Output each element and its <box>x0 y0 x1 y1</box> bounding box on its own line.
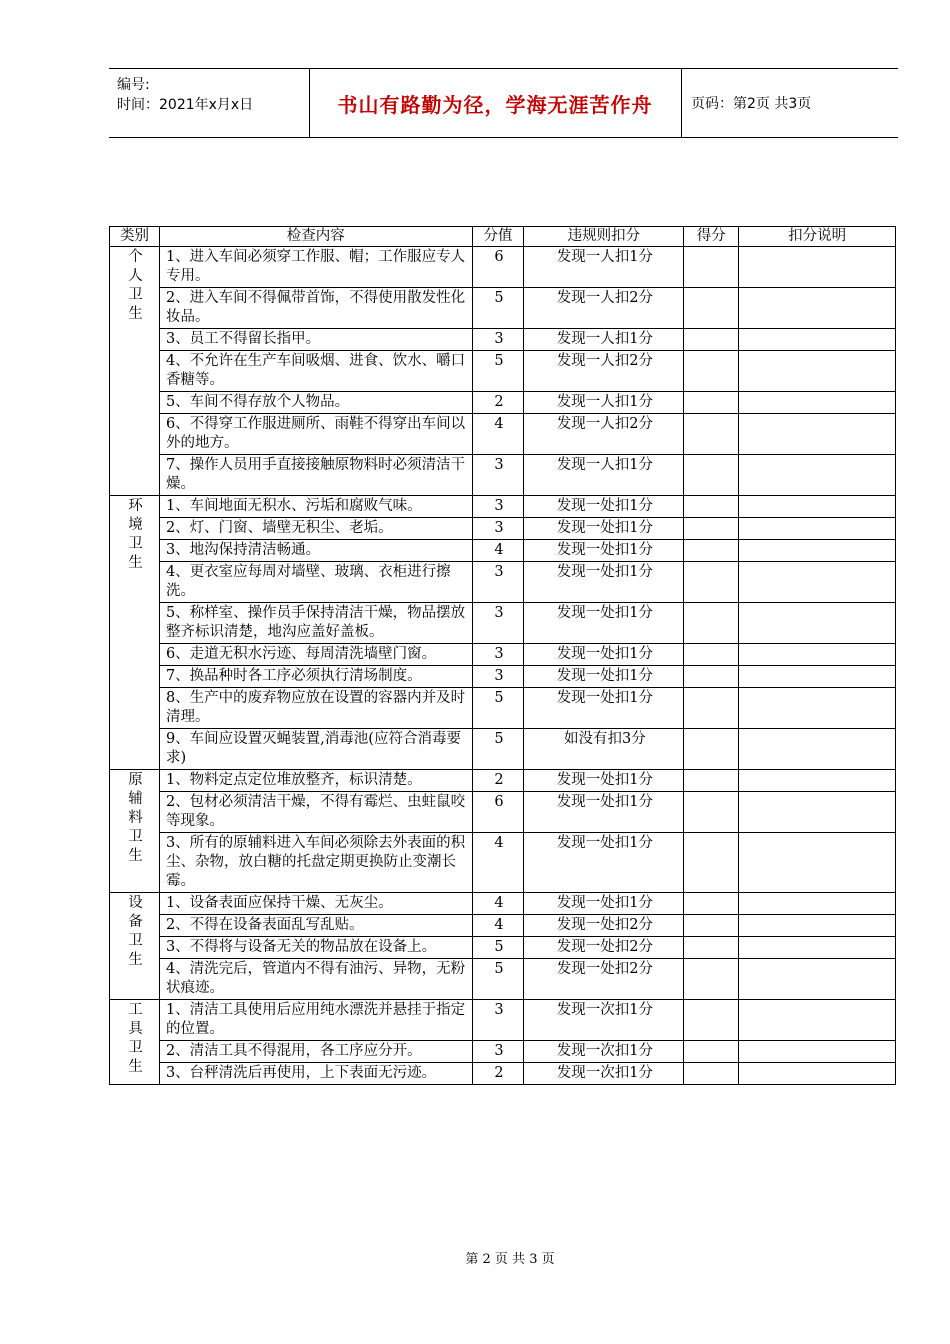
table-body <box>110 247 896 1085</box>
remarks-cell <box>739 937 896 959</box>
result-cell <box>684 666 739 688</box>
content-cell: 1、进入车间必须穿工作服、帽；工作服应专人专用。 <box>159 247 472 288</box>
remarks-cell <box>739 414 896 455</box>
content-cell: 7、换品种时各工序必须执行清场制度。 <box>159 666 472 688</box>
table-row <box>110 937 896 959</box>
table-row <box>110 1063 896 1085</box>
table-row <box>110 1041 896 1063</box>
content-cell: 5、称样室、操作员手保持清洁干燥，物品摆放整齐标识清楚，地沟应盖好盖板。 <box>159 603 472 644</box>
deduction-rule-cell: 发现一次扣1分 <box>524 1000 684 1041</box>
result-cell <box>684 518 739 540</box>
score-cell: 2 <box>472 392 524 414</box>
content-cell: 2、清洁工具不得混用，各工序应分开。 <box>159 1041 472 1063</box>
score-cell: 3 <box>472 518 524 540</box>
remarks-cell <box>739 770 896 792</box>
result-cell <box>684 329 739 351</box>
score-cell: 4 <box>472 893 524 915</box>
score-cell: 5 <box>472 688 524 729</box>
result-cell <box>684 414 739 455</box>
col-header-score: 分值 <box>472 227 524 247</box>
table-row <box>110 688 896 729</box>
content-cell: 3、台秤清洗后再使用，上下表面无污迹。 <box>159 1063 472 1085</box>
table-row <box>110 792 896 833</box>
remarks-cell <box>739 792 896 833</box>
result-cell <box>684 455 739 496</box>
time-label: 时间：2021年x月x日 <box>117 97 254 113</box>
deduction-rule-cell: 发现一处扣1分 <box>524 644 684 666</box>
col-header-remarks: 扣分说明 <box>739 227 896 247</box>
content-cell: 1、物料定点定位堆放整齐，标识清楚。 <box>159 770 472 792</box>
score-cell: 6 <box>472 247 524 288</box>
table-row <box>110 562 896 603</box>
content-cell: 6、走道无积水污迹、每周清洗墙壁门窗。 <box>159 644 472 666</box>
score-cell: 2 <box>472 1063 524 1085</box>
content-cell: 7、操作人员用手直接接触原物料时必须清洁干燥。 <box>159 455 472 496</box>
page-footer <box>0 1248 950 1267</box>
result-cell <box>684 915 739 937</box>
remarks-cell <box>739 562 896 603</box>
score-cell: 3 <box>472 666 524 688</box>
deduction-rule-cell: 发现一处扣1分 <box>524 893 684 915</box>
content-cell: 6、不得穿工作服进厕所、雨鞋不得穿出车间以外的地方。 <box>159 414 472 455</box>
score-cell: 3 <box>472 603 524 644</box>
deduction-rule-cell: 发现一人扣2分 <box>524 351 684 392</box>
col-header-category: 类别 <box>110 227 160 247</box>
result-cell <box>684 792 739 833</box>
score-cell: 5 <box>472 937 524 959</box>
result-cell <box>684 959 739 1000</box>
table-row <box>110 666 896 688</box>
table-row <box>110 540 896 562</box>
remarks-cell <box>739 666 896 688</box>
deduction-rule-cell: 发现一处扣2分 <box>524 915 684 937</box>
table-row <box>110 518 896 540</box>
content-cell: 2、进入车间不得佩带首饰，不得使用散发性化妆品。 <box>159 288 472 329</box>
content-cell: 3、不得将与设备无关的物品放在设备上。 <box>159 937 472 959</box>
score-cell: 4 <box>472 915 524 937</box>
remarks-cell <box>739 1000 896 1041</box>
remarks-cell <box>739 833 896 893</box>
page-label: 页码：第2页 共3页 <box>691 96 812 112</box>
category-label: 环境卫生 <box>128 498 143 571</box>
category-cell <box>110 1000 160 1085</box>
remarks-cell <box>739 688 896 729</box>
table-row <box>110 455 896 496</box>
table-row <box>110 247 896 288</box>
deduction-rule-cell: 发现一人扣1分 <box>524 247 684 288</box>
content-cell: 1、设备表面应保持干燥、无灰尘。 <box>159 893 472 915</box>
remarks-cell <box>739 1041 896 1063</box>
remarks-cell <box>739 392 896 414</box>
table-row <box>110 770 896 792</box>
result-cell <box>684 1041 739 1063</box>
col-header-result: 得分 <box>684 227 739 247</box>
deduction-rule-cell: 如没有扣3分 <box>524 729 684 770</box>
table-row <box>110 833 896 893</box>
deduction-rule-cell: 发现一人扣1分 <box>524 392 684 414</box>
category-label: 个人卫生 <box>128 249 143 322</box>
result-cell <box>684 729 739 770</box>
result-cell <box>684 770 739 792</box>
table-row <box>110 392 896 414</box>
header-meta <box>117 75 253 115</box>
category-cell <box>110 247 160 496</box>
deduction-rule-cell: 发现一人扣1分 <box>524 455 684 496</box>
score-cell: 5 <box>472 959 524 1000</box>
result-cell <box>684 833 739 893</box>
content-cell: 2、不得在设备表面乱写乱贴。 <box>159 915 472 937</box>
table-row <box>110 288 896 329</box>
remarks-cell <box>739 603 896 644</box>
score-cell: 3 <box>472 496 524 518</box>
motto-title: 书山有路勤为径，学海无涯苦作舟 <box>337 93 653 117</box>
score-cell: 5 <box>472 351 524 392</box>
result-cell <box>684 392 739 414</box>
page-header <box>109 68 898 138</box>
code-label: 编号: <box>117 77 150 93</box>
category-cell <box>110 893 160 1000</box>
table-row <box>110 959 896 1000</box>
remarks-cell <box>739 496 896 518</box>
table-row <box>110 893 896 915</box>
content-cell: 3、所有的原辅料进入车间必须除去外表面的积尘、杂物，放白糖的托盘定期更换防止变潮长霉。 <box>159 833 472 893</box>
remarks-cell <box>739 1063 896 1085</box>
deduction-rule-cell: 发现一人扣2分 <box>524 288 684 329</box>
deduction-rule-cell: 发现一处扣1分 <box>524 540 684 562</box>
remarks-cell <box>739 351 896 392</box>
deduction-rule-cell: 发现一处扣2分 <box>524 959 684 1000</box>
score-cell: 4 <box>472 540 524 562</box>
deduction-rule-cell: 发现一次扣1分 <box>524 1063 684 1085</box>
content-cell: 3、地沟保持清洁畅通。 <box>159 540 472 562</box>
result-cell <box>684 247 739 288</box>
remarks-cell <box>739 455 896 496</box>
table-row <box>110 729 896 770</box>
result-cell <box>684 562 739 603</box>
result-cell <box>684 351 739 392</box>
content-cell: 4、清洗完后，管道内不得有油污、异物，无粉状痕迹。 <box>159 959 472 1000</box>
score-cell: 6 <box>472 792 524 833</box>
result-cell <box>684 288 739 329</box>
content-cell: 1、车间地面无积水、污垢和腐败气味。 <box>159 496 472 518</box>
col-header-content: 检查内容 <box>159 227 472 247</box>
score-cell: 5 <box>472 288 524 329</box>
deduction-rule-cell: 发现一人扣1分 <box>524 329 684 351</box>
content-cell: 8、生产中的废弃物应放在设置的容器内并及时清理。 <box>159 688 472 729</box>
table-row <box>110 329 896 351</box>
remarks-cell <box>739 959 896 1000</box>
deduction-rule-cell: 发现一次扣1分 <box>524 1041 684 1063</box>
result-cell <box>684 1000 739 1041</box>
remarks-cell <box>739 288 896 329</box>
content-cell: 4、更衣室应每周对墙壁、玻璃、衣柜进行擦洗。 <box>159 562 472 603</box>
category-cell <box>110 770 160 893</box>
score-cell: 4 <box>472 414 524 455</box>
score-cell: 5 <box>472 729 524 770</box>
remarks-cell <box>739 729 896 770</box>
content-cell: 2、包材必须清洁干燥，不得有霉烂、虫蛀鼠咬等现象。 <box>159 792 472 833</box>
result-cell <box>684 540 739 562</box>
content-cell: 1、清洁工具使用后应用纯水漂洗并悬挂于指定的位置。 <box>159 1000 472 1041</box>
col-header-deduction-rule: 违规则扣分 <box>524 227 684 247</box>
remarks-cell <box>739 893 896 915</box>
score-cell: 3 <box>472 562 524 603</box>
remarks-cell <box>739 540 896 562</box>
result-cell <box>684 644 739 666</box>
result-cell <box>684 603 739 644</box>
category-label: 原辅料卫生 <box>128 772 143 864</box>
category-label: 工具卫生 <box>128 1002 143 1075</box>
result-cell <box>684 937 739 959</box>
table-row <box>110 915 896 937</box>
deduction-rule-cell: 发现一处扣1分 <box>524 770 684 792</box>
content-cell: 3、员工不得留长指甲。 <box>159 329 472 351</box>
header-divider-right <box>681 69 682 137</box>
content-cell: 2、灯、门窗、墙壁无积尘、老垢。 <box>159 518 472 540</box>
score-cell: 3 <box>472 644 524 666</box>
content-cell: 9、车间应设置灭蝇装置,消毒池(应符合消毒要求) <box>159 729 472 770</box>
remarks-cell <box>739 915 896 937</box>
category-label: 设备卫生 <box>128 895 143 968</box>
deduction-rule-cell: 发现一处扣1分 <box>524 666 684 688</box>
remarks-cell <box>739 247 896 288</box>
remarks-cell <box>739 329 896 351</box>
deduction-rule-cell: 发现一处扣1分 <box>524 792 684 833</box>
category-cell <box>110 496 160 770</box>
deduction-rule-cell: 发现一人扣2分 <box>524 414 684 455</box>
remarks-cell <box>739 518 896 540</box>
result-cell <box>684 688 739 729</box>
deduction-rule-cell: 发现一处扣1分 <box>524 562 684 603</box>
table-row <box>110 644 896 666</box>
deduction-rule-cell: 发现一处扣1分 <box>524 688 684 729</box>
header-row <box>110 227 896 247</box>
table-row <box>110 496 896 518</box>
deduction-rule-cell: 发现一处扣1分 <box>524 833 684 893</box>
table-row <box>110 1000 896 1041</box>
result-cell <box>684 893 739 915</box>
deduction-rule-cell: 发现一处扣1分 <box>524 496 684 518</box>
score-cell: 2 <box>472 770 524 792</box>
deduction-rule-cell: 发现一处扣1分 <box>524 518 684 540</box>
deduction-rule-cell: 发现一处扣2分 <box>524 937 684 959</box>
score-cell: 3 <box>472 1041 524 1063</box>
deduction-rule-cell: 发现一处扣1分 <box>524 603 684 644</box>
score-cell: 3 <box>472 455 524 496</box>
score-cell: 3 <box>472 329 524 351</box>
table-row <box>110 603 896 644</box>
remarks-cell <box>739 644 896 666</box>
result-cell <box>684 1063 739 1085</box>
content-cell: 4、不允许在生产车间吸烟、进食、饮水、嚼口香糖等。 <box>159 351 472 392</box>
score-cell: 4 <box>472 833 524 893</box>
result-cell <box>684 496 739 518</box>
content-cell: 5、车间不得存放个人物品。 <box>159 392 472 414</box>
footer-page-number: 第 2 页 共 3 页 <box>465 1252 555 1267</box>
table-row <box>110 351 896 392</box>
inspection-table <box>109 226 896 1085</box>
table-row <box>110 414 896 455</box>
score-cell: 3 <box>472 1000 524 1041</box>
